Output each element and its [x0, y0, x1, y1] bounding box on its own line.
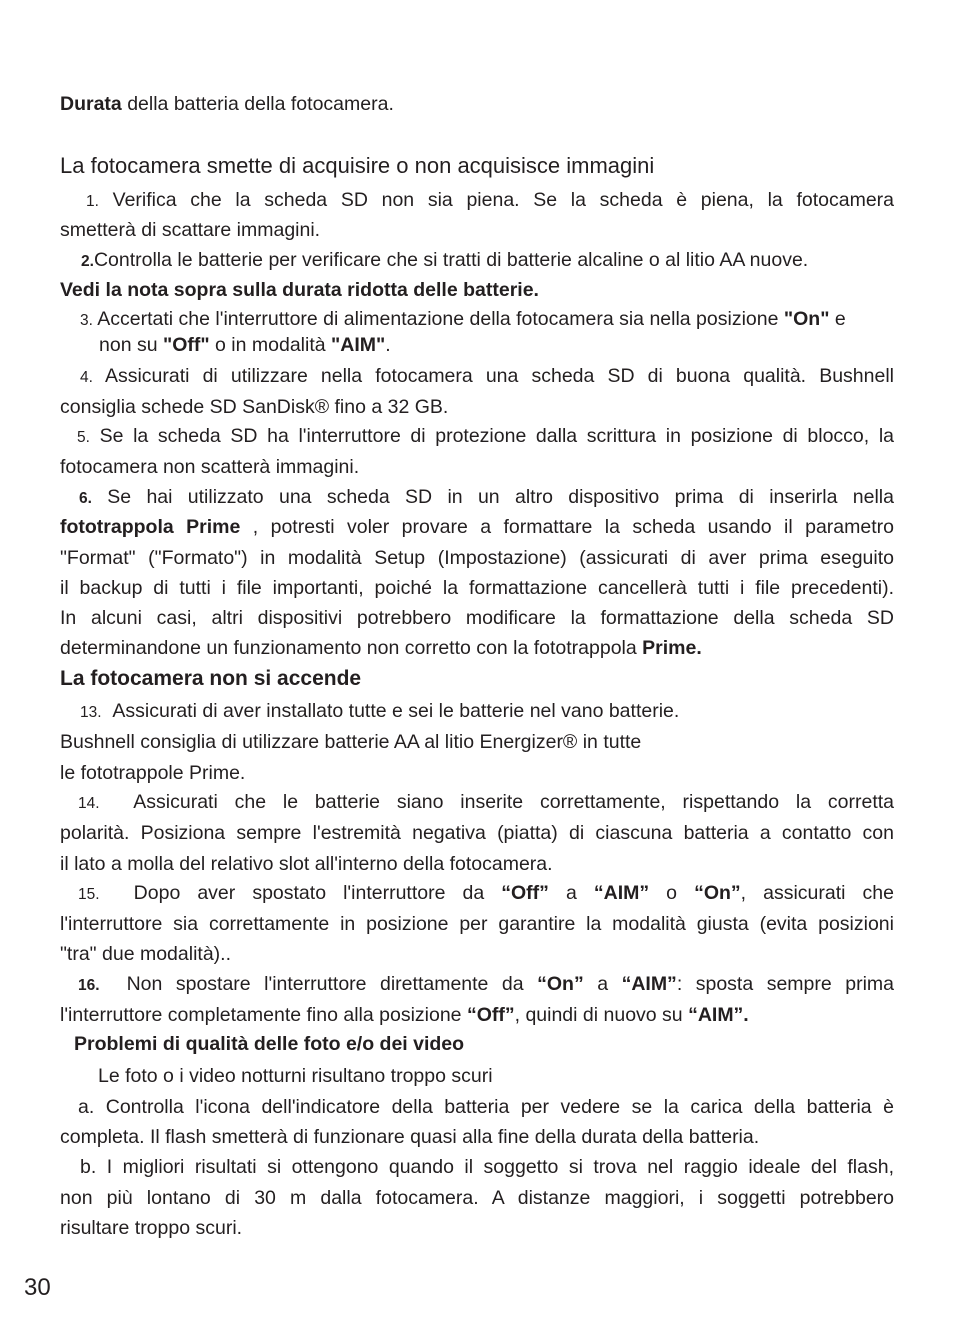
- list-item-5: 5. Se la scheda SD ha l'interruttore di protezione dalla scrittura in posizione di blocco, la: [77, 425, 894, 447]
- list-item-16: 16. Non spostare l'interruttore direttamente da “On” a “AIM”: sposta sempre prima: [78, 973, 894, 995]
- list-item-4-cont: consiglia schede SD SanDisk® fino a 32 GB.: [60, 396, 449, 418]
- list-item-6-line3: "Format" ("Formato") in modalità Setup (Impostazione) (assicurati di aver prima eseguito: [60, 547, 894, 569]
- list-item-13-line3: le fototrappole Prime.: [60, 762, 246, 784]
- list-item-3: 3. Accertati che l'interruttore di alimentazione della fotocamera sia nella posizione "On" e: [80, 308, 846, 330]
- list-item-1-cont: smetterà di scattare immagini.: [60, 219, 321, 241]
- list-item-15-line3: "tra" due modalità)..: [60, 943, 232, 965]
- list-item-13-line2: Bushnell consiglia di utilizzare batterie AA al litio Energizer® in tutte: [60, 731, 642, 753]
- section-title-quality: Problemi di qualità delle foto e/o dei video: [74, 1033, 465, 1055]
- list-item-3-cont: non su "Off" o in modalità "AIM".: [99, 334, 391, 356]
- list-item-5-cont: fotocamera non scatterà immagini.: [60, 456, 360, 478]
- section-title-acquisition: La fotocamera smette di acquisire o non acquisisce immagini: [60, 153, 655, 178]
- list-item-13: 13. Assicurati di aver installato tutte e sei le batterie nel vano batterie.: [80, 700, 680, 722]
- list-item-2-note: Vedi la nota sopra sulla durata ridotta delle batterie.: [60, 279, 539, 301]
- list-item-b: b. I migliori risultati si ottengono quando il soggetto si trova nel raggio ideale del flash,: [80, 1156, 894, 1178]
- list-item-6-line2: fototrappola Prime , potresti voler provare a formattare la scheda usando il parametro: [60, 516, 894, 538]
- list-item-6-line4: il backup di tutti i file importanti, poiché la formattazione cancellerà tutti i file precedenti).: [60, 577, 894, 599]
- list-item-15: 15. Dopo aver spostato l'interruttore da “Off” a “AIM” o “On”, assicurati che: [78, 882, 894, 904]
- list-item-14-line2: polarità. Posiziona sempre l'estremità negativa (piatta) di ciascuna batteria a contatto con: [60, 822, 894, 844]
- list-item-6-line5: In alcuni casi, altri dispositivi potrebbero modificare la formattazione della scheda SD: [60, 607, 894, 629]
- list-item-a: a. Controlla l'icona dell'indicatore della batteria per vedere se la carica della batteria è: [78, 1096, 894, 1118]
- list-item-16-line2: l'interruttore completamente fino alla posizione “Off”, quindi di nuovo su “AIM”.: [60, 1004, 749, 1026]
- list-item-15-line2: l'interruttore sia correttamente in posizione per garantire la modalità giusta (evita posizioni: [60, 913, 894, 935]
- list-item-b-line3: risultare troppo scuri.: [60, 1217, 243, 1239]
- list-item-2: 2.Controlla le batterie per verificare che si tratti di batterie alcaline o al litio AA nuove.: [81, 249, 809, 271]
- list-item-1: 1. Verifica che la scheda SD non sia piena. Se la scheda è piena, la fotocamera: [86, 189, 894, 211]
- section-title-power: La fotocamera non si accende: [60, 667, 362, 690]
- list-item-14: 14. Assicurati che le batterie siano inserite correttamente, rispettando la corretta: [78, 791, 894, 813]
- list-item-6: 6. Se hai utilizzato una scheda SD in un altro dispositivo prima di inserirla nella: [79, 486, 894, 508]
- list-item-b-line2: non più lontano di 30 m dalla fotocamera. A distanze maggiori, i soggetti potrebbero: [60, 1187, 894, 1209]
- intro-line: Durata della batteria della fotocamera.: [60, 93, 394, 115]
- list-item-4: 4. Assicurati di utilizzare nella fotocamera una scheda SD di buona qualità. Bushnell: [80, 365, 894, 387]
- list-item-a-line2: completa. Il flash smetterà di funzionare quasi alla fine della durata della batteria.: [60, 1126, 760, 1148]
- list-item-14-line3: il lato a molla del relativo slot all'interno della fotocamera.: [60, 853, 553, 875]
- section-subtitle-dark: Le foto o i video notturni risultano troppo scuri: [98, 1065, 493, 1087]
- list-item-6-line6: determinandone un funzionamento non corretto con la fototrappola Prime.: [60, 637, 702, 659]
- page-number: 30: [24, 1274, 51, 1301]
